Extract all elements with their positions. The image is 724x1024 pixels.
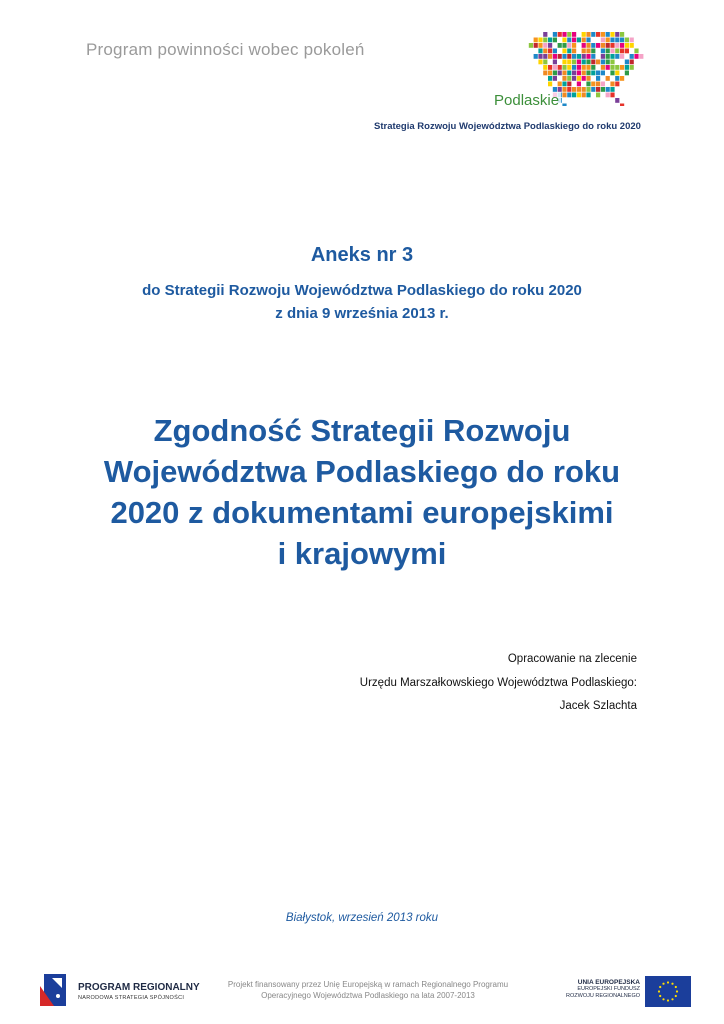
place-date: Białystok, wrzesień 2013 roku — [285, 912, 439, 924]
prepared-line2: Urzędu Marszałkowskiego Województwa Podlaskiego: — [359, 677, 637, 689]
annex-subtitle-line1: do Strategii Rozwoju Województwa Podlaskiego do roku 2020 — [142, 282, 582, 299]
annex-subtitle-line2: z dnia 9 września 2013 r. — [275, 305, 449, 322]
project-line1: Projekt finansowany przez Unię Europejską w ramach Regionalnego Programu — [227, 980, 509, 989]
prepared-author: Jacek Szlachta — [559, 700, 637, 712]
logo-label: Podlaskie — [494, 92, 560, 109]
main-title-line3: 2020 z dokumentami europejskimi — [110, 495, 614, 530]
program-subtitle: NARODOWA STRATEGIA SPÓJNOŚCI — [78, 995, 185, 1001]
main-title — [0, 410, 724, 574]
main-title-line4: i krajowymi — [277, 536, 447, 571]
program-title: PROGRAM REGIONALNY — [78, 982, 200, 993]
eu-line1: UNIA EUROPEJSKA — [577, 979, 640, 986]
strategy-line: Strategia Rozwoju Województwa Podlaskiego do roku 2020 — [374, 121, 641, 132]
tagline: Program powinności wobec pokoleń — [86, 40, 365, 59]
project-line2: Operacyjnego Województwa Podlaskiego na lata 2007-2013 — [261, 991, 475, 1000]
prepared-line1: Opracowanie na zlecenie — [507, 653, 637, 665]
eu-line3: ROZWOJU REGIONALNEGO — [566, 993, 640, 999]
main-title-line1: Zgodność Strategii Rozwoju — [153, 413, 571, 448]
eu-flag-icon — [645, 976, 691, 1007]
main-title-line2: Województwa Podlaskiego do roku — [103, 454, 621, 489]
eu-text — [550, 979, 640, 1000]
program-regionalny-logo — [38, 972, 68, 1008]
annex-title: Aneks nr 3 — [310, 244, 414, 266]
eu-line2: EUROPEJSKI FUNDUSZ — [577, 986, 640, 992]
project-funding-text — [218, 979, 518, 1001]
footer — [30, 968, 694, 1012]
